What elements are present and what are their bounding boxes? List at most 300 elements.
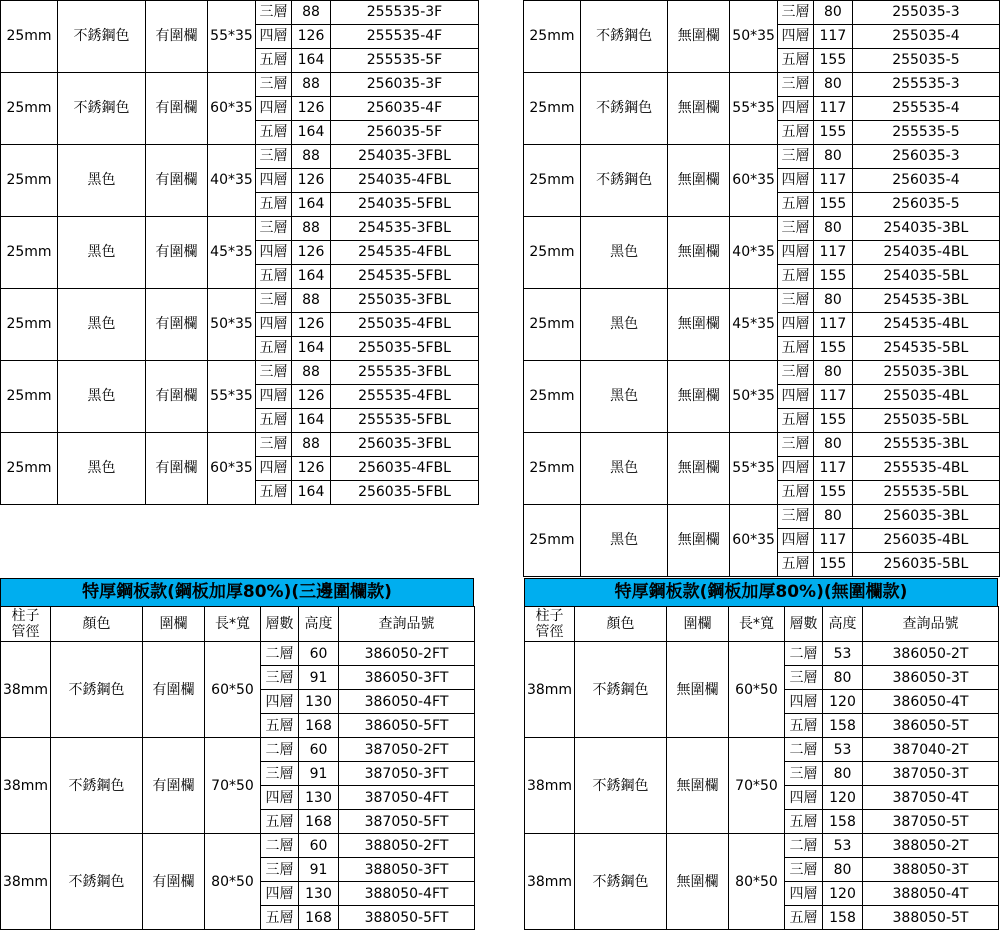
cell-height: 91 [299,858,339,882]
bottom-left-table-block [0,578,475,930]
cell-tier: 四層 [778,97,814,121]
cell-fence: 無圍欄 [668,361,730,433]
cell-size: 80*50 [205,834,261,930]
cell-product-code: 254535-4BL [852,313,999,337]
cell-tier: 四層 [785,690,823,714]
cell-product-code: 254035-5BL [852,265,999,289]
cell-tier: 三層 [785,858,823,882]
bottom-right-spec-table [524,606,999,930]
top-left-table-body [1,1,479,505]
cell-fence: 有圍欄 [146,73,208,145]
cell-fence: 無圍欄 [668,433,730,505]
cell-tier: 三層 [256,73,292,97]
cell-product-code: 254535-3FBL [331,217,479,241]
cell-tier: 五層 [256,409,292,433]
cell-size: 45*35 [730,289,778,361]
cell-product-code: 254035-4BL [852,241,999,265]
cell-pipe-diameter: 38mm [1,642,51,738]
cell-height: 117 [813,169,852,193]
cell-product-code: 388050-2T [863,834,999,858]
cell-product-code: 254535-5BL [852,337,999,361]
cell-pipe-diameter: 25mm [524,145,581,217]
cell-tier: 五層 [778,265,814,289]
cell-tier: 四層 [261,882,299,906]
cell-tier: 三層 [256,1,292,25]
cell-product-code: 386050-2FT [339,642,475,666]
cell-product-code: 255035-5BL [852,409,999,433]
table-row [524,361,1000,385]
cell-tier: 三層 [785,762,823,786]
cell-height: 117 [813,25,852,49]
cell-fence: 有圍欄 [146,289,208,361]
bottom-right-table-body [525,642,999,930]
cell-pipe-diameter: 25mm [1,145,58,217]
column-header: 圍欄 [667,607,729,642]
cell-pipe-diameter: 38mm [525,738,575,834]
cell-height: 155 [813,49,852,73]
cell-fence: 有圍欄 [146,145,208,217]
cell-product-code: 255535-5FBL [331,409,479,433]
cell-tier: 二層 [785,834,823,858]
cell-height: 88 [292,217,331,241]
cell-product-code: 387050-2FT [339,738,475,762]
cell-product-code: 256035-4F [331,97,479,121]
column-header: 層數 [261,607,299,642]
cell-pipe-diameter: 25mm [524,433,581,505]
cell-product-code: 254535-3BL [852,289,999,313]
cell-height: 164 [292,409,331,433]
cell-color: 不銹鋼色 [580,1,668,73]
cell-product-code: 387050-4T [863,786,999,810]
cell-product-code: 387050-5FT [339,810,475,834]
cell-product-code: 255035-3FBL [331,289,479,313]
cell-height: 88 [292,433,331,457]
cell-product-code: 255535-4 [852,97,999,121]
cell-height: 126 [292,25,331,49]
cell-tier: 三層 [778,505,814,529]
top-right-table-body [524,1,1000,577]
cell-tier: 五層 [256,49,292,73]
cell-fence: 無圍欄 [668,1,730,73]
cell-fence: 有圍欄 [146,217,208,289]
cell-height: 126 [292,457,331,481]
table-row [524,145,1000,169]
cell-pipe-diameter: 25mm [524,73,581,145]
cell-color: 黑色 [58,217,146,289]
cell-color: 黑色 [58,289,146,361]
column-header: 查詢品號 [339,607,475,642]
cell-color: 不銹鋼色 [58,1,146,73]
cell-pipe-diameter: 38mm [1,738,51,834]
cell-tier: 五層 [778,49,814,73]
cell-product-code: 387040-2T [863,738,999,762]
cell-tier: 三層 [256,145,292,169]
cell-product-code: 386050-3FT [339,666,475,690]
cell-color: 不銹鋼色 [580,145,668,217]
cell-product-code: 256035-5F [331,121,479,145]
table-row [524,1,1000,25]
cell-product-code: 255035-5FBL [331,337,479,361]
cell-height: 80 [813,217,852,241]
cell-tier: 四層 [256,313,292,337]
cell-size: 55*35 [730,73,778,145]
cell-height: 155 [813,265,852,289]
cell-height: 155 [813,121,852,145]
cell-size: 70*50 [205,738,261,834]
cell-tier: 三層 [261,762,299,786]
cell-product-code: 255535-4F [331,25,479,49]
top-right-table-block [523,0,1000,577]
bottom-left-table-head [1,607,475,642]
cell-product-code: 256035-4FBL [331,457,479,481]
cell-size: 70*50 [729,738,785,834]
cell-fence: 無圍欄 [668,73,730,145]
cell-tier: 五層 [256,265,292,289]
cell-height: 130 [299,882,339,906]
cell-tier: 四層 [256,457,292,481]
cell-fence: 無圍欄 [667,642,729,738]
cell-height: 158 [823,906,863,930]
cell-product-code: 388050-5FT [339,906,475,930]
cell-height: 126 [292,169,331,193]
cell-size: 50*35 [208,289,256,361]
cell-tier: 四層 [256,25,292,49]
cell-product-code: 256035-5BL [852,553,999,577]
cell-tier: 五層 [785,714,823,738]
cell-product-code: 254035-3FBL [331,145,479,169]
cell-tier: 四層 [256,385,292,409]
table-row [524,505,1000,529]
cell-tier: 五層 [778,553,814,577]
cell-tier: 五層 [261,714,299,738]
cell-height: 80 [823,762,863,786]
cell-size: 55*35 [208,1,256,73]
cell-color: 不銹鋼色 [575,834,667,930]
table-row [524,433,1000,457]
top-left-table-block [0,0,479,505]
cell-height: 80 [813,289,852,313]
column-header: 圍欄 [143,607,205,642]
cell-pipe-diameter: 25mm [1,1,58,73]
cell-tier: 四層 [261,690,299,714]
cell-product-code: 255035-5 [852,49,999,73]
table-header-row [525,607,999,642]
cell-tier: 四層 [778,313,814,337]
cell-product-code: 255035-4 [852,25,999,49]
cell-pipe-diameter: 38mm [1,834,51,930]
cell-tier: 四層 [261,786,299,810]
cell-height: 88 [292,145,331,169]
cell-size: 55*35 [730,433,778,505]
cell-color: 不銹鋼色 [58,73,146,145]
cell-product-code: 388050-3FT [339,858,475,882]
cell-height: 155 [813,481,852,505]
cell-product-code: 388050-5T [863,906,999,930]
table-row [525,834,999,858]
cell-product-code: 255035-4BL [852,385,999,409]
cell-tier: 五層 [778,121,814,145]
cell-product-code: 255535-4FBL [331,385,479,409]
cell-tier: 四層 [256,169,292,193]
cell-height: 164 [292,265,331,289]
cell-tier: 三層 [256,217,292,241]
cell-height: 164 [292,481,331,505]
column-header: 顏色 [51,607,143,642]
cell-product-code: 256035-3BL [852,505,999,529]
cell-tier: 五層 [256,481,292,505]
cell-product-code: 388050-4FT [339,882,475,906]
cell-height: 80 [823,858,863,882]
cell-height: 88 [292,73,331,97]
cell-height: 91 [299,666,339,690]
cell-fence: 無圍欄 [668,289,730,361]
cell-color: 黑色 [580,433,668,505]
cell-tier: 二層 [261,642,299,666]
cell-height: 88 [292,361,331,385]
cell-product-code: 386050-5T [863,714,999,738]
cell-pipe-diameter: 38mm [525,834,575,930]
cell-product-code: 386050-4FT [339,690,475,714]
cell-size: 60*35 [208,73,256,145]
column-header: 高度 [299,607,339,642]
cell-height: 155 [813,337,852,361]
cell-height: 80 [813,1,852,25]
cell-color: 黑色 [580,361,668,433]
cell-product-code: 256035-5FBL [331,481,479,505]
cell-product-code: 255535-5 [852,121,999,145]
cell-tier: 二層 [785,738,823,762]
cell-pipe-diameter: 25mm [524,361,581,433]
table-row [525,642,999,666]
cell-height: 60 [299,834,339,858]
cell-height: 117 [813,457,852,481]
cell-tier: 五層 [256,121,292,145]
cell-height: 117 [813,313,852,337]
cell-product-code: 386050-2T [863,642,999,666]
cell-color: 黑色 [580,217,668,289]
table-row [525,738,999,762]
cell-tier: 五層 [778,337,814,361]
cell-color: 不銹鋼色 [580,73,668,145]
cell-tier: 五層 [261,906,299,930]
column-header: 層數 [785,607,823,642]
table-row [1,738,475,762]
cell-fence: 無圍欄 [668,145,730,217]
cell-pipe-diameter: 25mm [1,289,58,361]
cell-pipe-diameter: 25mm [1,433,58,505]
cell-fence: 無圍欄 [668,217,730,289]
cell-product-code: 388050-3T [863,858,999,882]
column-header: 高度 [823,607,863,642]
cell-product-code: 256035-4 [852,169,999,193]
cell-product-code: 255535-4BL [852,457,999,481]
bottom-right-table-head [525,607,999,642]
bottom-left-table-title: 特厚鋼板款(鋼板加厚80%)(三邊圍欄款) [0,578,474,606]
cell-tier: 五層 [778,193,814,217]
cell-tier: 四層 [778,169,814,193]
cell-height: 117 [813,529,852,553]
cell-height: 164 [292,337,331,361]
cell-tier: 三層 [778,145,814,169]
cell-height: 117 [813,241,852,265]
cell-tier: 三層 [785,666,823,690]
cell-color: 不銹鋼色 [575,738,667,834]
cell-product-code: 386050-5FT [339,714,475,738]
cell-product-code: 256035-4BL [852,529,999,553]
cell-height: 155 [813,553,852,577]
bottom-left-table-body [1,642,475,930]
cell-size: 60*50 [205,642,261,738]
cell-tier: 五層 [261,810,299,834]
cell-tier: 二層 [785,642,823,666]
cell-pipe-diameter: 25mm [524,505,581,577]
cell-tier: 三層 [261,858,299,882]
cell-tier: 三層 [256,433,292,457]
cell-product-code: 256035-5 [852,193,999,217]
cell-tier: 四層 [778,25,814,49]
table-row [1,145,479,169]
cell-height: 117 [813,97,852,121]
cell-height: 117 [813,385,852,409]
table-row [1,73,479,97]
cell-color: 黑色 [58,361,146,433]
cell-height: 158 [823,810,863,834]
cell-product-code: 254535-5FBL [331,265,479,289]
cell-height: 168 [299,906,339,930]
cell-size: 50*35 [730,1,778,73]
cell-tier: 五層 [785,810,823,834]
cell-height: 164 [292,121,331,145]
cell-pipe-diameter: 25mm [1,73,58,145]
table-row [524,217,1000,241]
table-row [1,217,479,241]
cell-color: 不銹鋼色 [575,642,667,738]
cell-height: 126 [292,313,331,337]
table-row [524,73,1000,97]
cell-fence: 有圍欄 [146,1,208,73]
cell-tier: 四層 [785,786,823,810]
cell-product-code: 256035-3FBL [331,433,479,457]
cell-product-code: 254535-4FBL [331,241,479,265]
cell-tier: 三層 [778,361,814,385]
cell-height: 80 [813,505,852,529]
cell-height: 164 [292,49,331,73]
cell-tier: 四層 [256,97,292,121]
cell-product-code: 388050-4T [863,882,999,906]
cell-product-code: 256035-3F [331,73,479,97]
cell-tier: 三層 [778,433,814,457]
cell-height: 164 [292,193,331,217]
cell-tier: 三層 [261,666,299,690]
cell-product-code: 387050-3T [863,762,999,786]
cell-color: 不銹鋼色 [51,738,143,834]
cell-height: 120 [823,882,863,906]
column-header: 查詢品號 [863,607,999,642]
cell-height: 80 [813,361,852,385]
cell-size: 60*50 [729,642,785,738]
cell-tier: 四層 [778,241,814,265]
cell-size: 55*35 [208,361,256,433]
cell-height: 168 [299,714,339,738]
cell-fence: 無圍欄 [668,505,730,577]
cell-size: 45*35 [208,217,256,289]
cell-tier: 四層 [778,385,814,409]
bottom-right-table-block [524,578,999,930]
table-header-row [1,607,475,642]
cell-color: 黑色 [580,289,668,361]
table-row [524,289,1000,313]
cell-color: 不銹鋼色 [51,642,143,738]
cell-product-code: 256035-3 [852,145,999,169]
cell-height: 53 [823,642,863,666]
cell-height: 80 [813,433,852,457]
table-row [1,289,479,313]
cell-product-code: 254035-4FBL [331,169,479,193]
bottom-left-spec-table [0,606,475,930]
cell-size: 80*50 [729,834,785,930]
cell-pipe-diameter: 25mm [524,217,581,289]
cell-product-code: 386050-3T [863,666,999,690]
cell-fence: 無圍欄 [667,738,729,834]
cell-tier: 三層 [778,73,814,97]
cell-color: 黑色 [58,433,146,505]
cell-height: 130 [299,690,339,714]
cell-size: 60*35 [730,505,778,577]
cell-height: 120 [823,690,863,714]
cell-height: 126 [292,241,331,265]
cell-color: 不銹鋼色 [51,834,143,930]
table-row [1,1,479,25]
cell-height: 80 [823,666,863,690]
cell-pipe-diameter: 25mm [1,217,58,289]
column-header: 柱子 管徑 [1,607,51,642]
cell-fence: 有圍欄 [143,642,205,738]
cell-fence: 有圍欄 [146,361,208,433]
cell-tier: 五層 [778,409,814,433]
cell-pipe-diameter: 25mm [524,289,581,361]
cell-product-code: 255535-3 [852,73,999,97]
column-header: 長*寬 [729,607,785,642]
cell-size: 40*35 [208,145,256,217]
cell-color: 黑色 [580,505,668,577]
cell-product-code: 386050-4T [863,690,999,714]
column-header: 柱子 管徑 [525,607,575,642]
cell-tier: 二層 [261,834,299,858]
cell-color: 黑色 [58,145,146,217]
cell-tier: 五層 [256,337,292,361]
cell-product-code: 255535-3FBL [331,361,479,385]
cell-height: 80 [813,145,852,169]
cell-size: 60*35 [730,145,778,217]
cell-tier: 二層 [261,738,299,762]
table-row [1,361,479,385]
cell-height: 53 [823,834,863,858]
cell-product-code: 388050-2FT [339,834,475,858]
cell-pipe-diameter: 25mm [524,1,581,73]
cell-tier: 五層 [256,193,292,217]
cell-height: 88 [292,289,331,313]
cell-tier: 三層 [778,217,814,241]
cell-height: 53 [823,738,863,762]
cell-size: 40*35 [730,217,778,289]
cell-tier: 五層 [785,906,823,930]
cell-product-code: 255535-5BL [852,481,999,505]
cell-tier: 三層 [256,289,292,313]
cell-height: 130 [299,786,339,810]
cell-product-code: 387050-5T [863,810,999,834]
cell-product-code: 254035-5FBL [331,193,479,217]
cell-product-code: 387050-3FT [339,762,475,786]
